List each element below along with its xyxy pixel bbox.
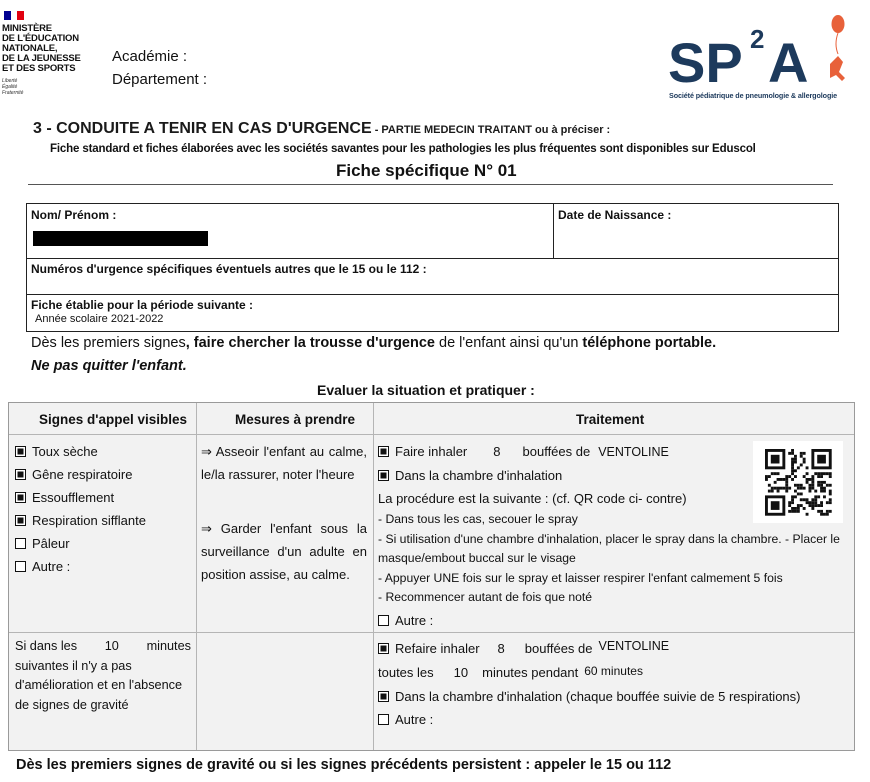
checkbox-icon[interactable] bbox=[378, 714, 389, 725]
frequency-line: toutes les 10 minutes pendant 60 minutes bbox=[378, 664, 643, 680]
sign-item[interactable]: Respiration sifflante bbox=[15, 509, 191, 532]
fiche-title: Fiche spécifique N° 01 bbox=[336, 161, 517, 180]
checkbox-checked-icon[interactable] bbox=[15, 469, 26, 480]
sign-item[interactable]: Pâleur bbox=[15, 532, 191, 555]
title-divider bbox=[28, 184, 833, 185]
info-divider bbox=[27, 258, 838, 259]
checkbox-icon[interactable] bbox=[378, 615, 389, 626]
procedure-steps bbox=[378, 510, 848, 630]
row2-condition: Si dans les 10 minutes suivantes il n'y a pas d'amélioration et en l'absence de signes de gravité bbox=[15, 639, 191, 712]
signs-list bbox=[15, 440, 191, 578]
sp2a-logo-a: A bbox=[768, 31, 809, 92]
marianne-flag-logo bbox=[4, 11, 24, 20]
info-divider bbox=[553, 204, 554, 258]
procedure-step: - Si utilisation d'une chambre d'inhalation, placer le spray dans la chambre. - Placer le masque/embout buccal sur le visage bbox=[378, 531, 840, 565]
sp2a-logo bbox=[668, 8, 853, 92]
stay-with-child-note: Ne pas quitter l'enfant. bbox=[31, 358, 187, 374]
academie-label: Académie : bbox=[112, 48, 188, 65]
academy-block bbox=[112, 45, 207, 91]
patient-info-box bbox=[26, 203, 839, 332]
chamber-line[interactable]: Dans la chambre d'inhalation bbox=[378, 464, 848, 487]
checkbox-icon[interactable] bbox=[15, 561, 26, 572]
row-divider bbox=[9, 632, 854, 633]
sign-item[interactable]: Essoufflement bbox=[15, 486, 191, 509]
header-treatment: Traitement bbox=[576, 412, 645, 427]
departement-label: Département : bbox=[112, 71, 208, 88]
redacted-name bbox=[33, 231, 208, 246]
sign-item[interactable]: Gêne respiratoire bbox=[15, 463, 191, 486]
checkbox-icon[interactable] bbox=[15, 538, 26, 549]
emergency-table bbox=[8, 402, 855, 751]
balloon-icon bbox=[832, 15, 845, 33]
procedure-step: - Dans tous les cas, secouer le spray bbox=[378, 512, 578, 526]
column-divider bbox=[373, 403, 374, 750]
measure-supervise: ⇒ Garder l'enfant sous la surveillance d'un adulte en position assise, au calme. bbox=[201, 521, 367, 582]
header-measures: Mesures à prendre bbox=[235, 412, 356, 427]
procedure-step: - Appuyer UNE fois sur le spray et laisser respirer l'enfant calmement 5 fois bbox=[378, 570, 783, 585]
measure-seat-child: ⇒ Asseoir l'enfant au calme, le/la rassurer, noter l'heure bbox=[201, 444, 367, 482]
treatment-2 bbox=[378, 637, 848, 731]
section-subtitle: Fiche standard et fiches élaborées avec les sociétés savantes pour les pathologies les plus fréquentes sont disponibles sur Eduscol bbox=[50, 143, 756, 155]
other-line[interactable]: Autre : bbox=[378, 611, 848, 631]
period-value: Année scolaire 2021-2022 bbox=[35, 313, 164, 325]
sign-item[interactable]: Autre : bbox=[15, 555, 191, 578]
checkbox-checked-icon[interactable] bbox=[378, 643, 389, 654]
other-line[interactable]: Autre : bbox=[378, 708, 848, 731]
checkbox-checked-icon[interactable] bbox=[15, 492, 26, 503]
chamber-line[interactable]: Dans la chambre d'inhalation (chaque bouffée suivie de 5 respirations) bbox=[378, 685, 848, 708]
procedure-intro: La procédure est la suivante : (cf. QR code ci- contre) bbox=[378, 491, 687, 506]
checkbox-checked-icon[interactable] bbox=[378, 446, 389, 457]
checkbox-checked-icon[interactable] bbox=[378, 691, 389, 702]
period-label: Fiche établie pour la période suivante : bbox=[31, 298, 254, 312]
urgency-numbers-label: Numéros d'urgence spécifiques éventuels autres que le 15 ou le 112 : bbox=[31, 262, 427, 276]
checkbox-checked-icon[interactable] bbox=[15, 446, 26, 457]
column-divider bbox=[196, 403, 197, 750]
child-figure-icon bbox=[830, 56, 845, 81]
section-title: 3 - CONDUITE A TENIR EN CAS D'URGENCE - PARTIE MEDECIN TRAITANT ou à préciser : bbox=[33, 120, 611, 137]
sp2a-logo-sp: SP bbox=[668, 31, 743, 92]
sp2a-logo-two: 2 bbox=[750, 24, 765, 54]
row-divider bbox=[9, 434, 854, 435]
inhale-line[interactable]: Faire inhaler 8 bouffées de VENTOLINE bbox=[378, 440, 848, 464]
checkbox-checked-icon[interactable] bbox=[15, 515, 26, 526]
header-signs: Signes d'appel visibles bbox=[39, 412, 188, 427]
sign-item[interactable]: Toux sèche bbox=[15, 440, 191, 463]
ministry-name: MINISTÈRE DE L'ÉDUCATION NATIONALE, DE LA JEUNESSE ET DES SPORTS bbox=[2, 23, 81, 74]
emergency-call-note: Dès les premiers signes de gravité ou si les signes précédents persistent : appeler le 15 ou 112 bbox=[16, 757, 672, 773]
birthdate-label: Date de Naissance : bbox=[558, 208, 672, 222]
reinhale-line[interactable]: Refaire inhaler 8 bouffées de VENTOLINE bbox=[378, 637, 848, 661]
info-divider bbox=[27, 294, 838, 295]
logo-subtitle: Société pédiatrique de pneumologie & allergologie bbox=[669, 91, 838, 100]
intro-instruction: Dès les premiers signes, faire chercher la trousse d'urgence de l'enfant ainsi qu'un téléphone portable. bbox=[31, 335, 717, 351]
qr-code-icon[interactable] bbox=[753, 441, 843, 523]
procedure-step: - Recommencer autant de fois que noté bbox=[378, 590, 593, 604]
name-label: Nom/ Prénom : bbox=[31, 208, 117, 222]
republic-motto: Liberté Égalité Fraternité bbox=[2, 78, 24, 96]
evaluate-heading: Evaluer la situation et pratiquer : bbox=[317, 382, 535, 398]
checkbox-checked-icon[interactable] bbox=[378, 470, 389, 481]
